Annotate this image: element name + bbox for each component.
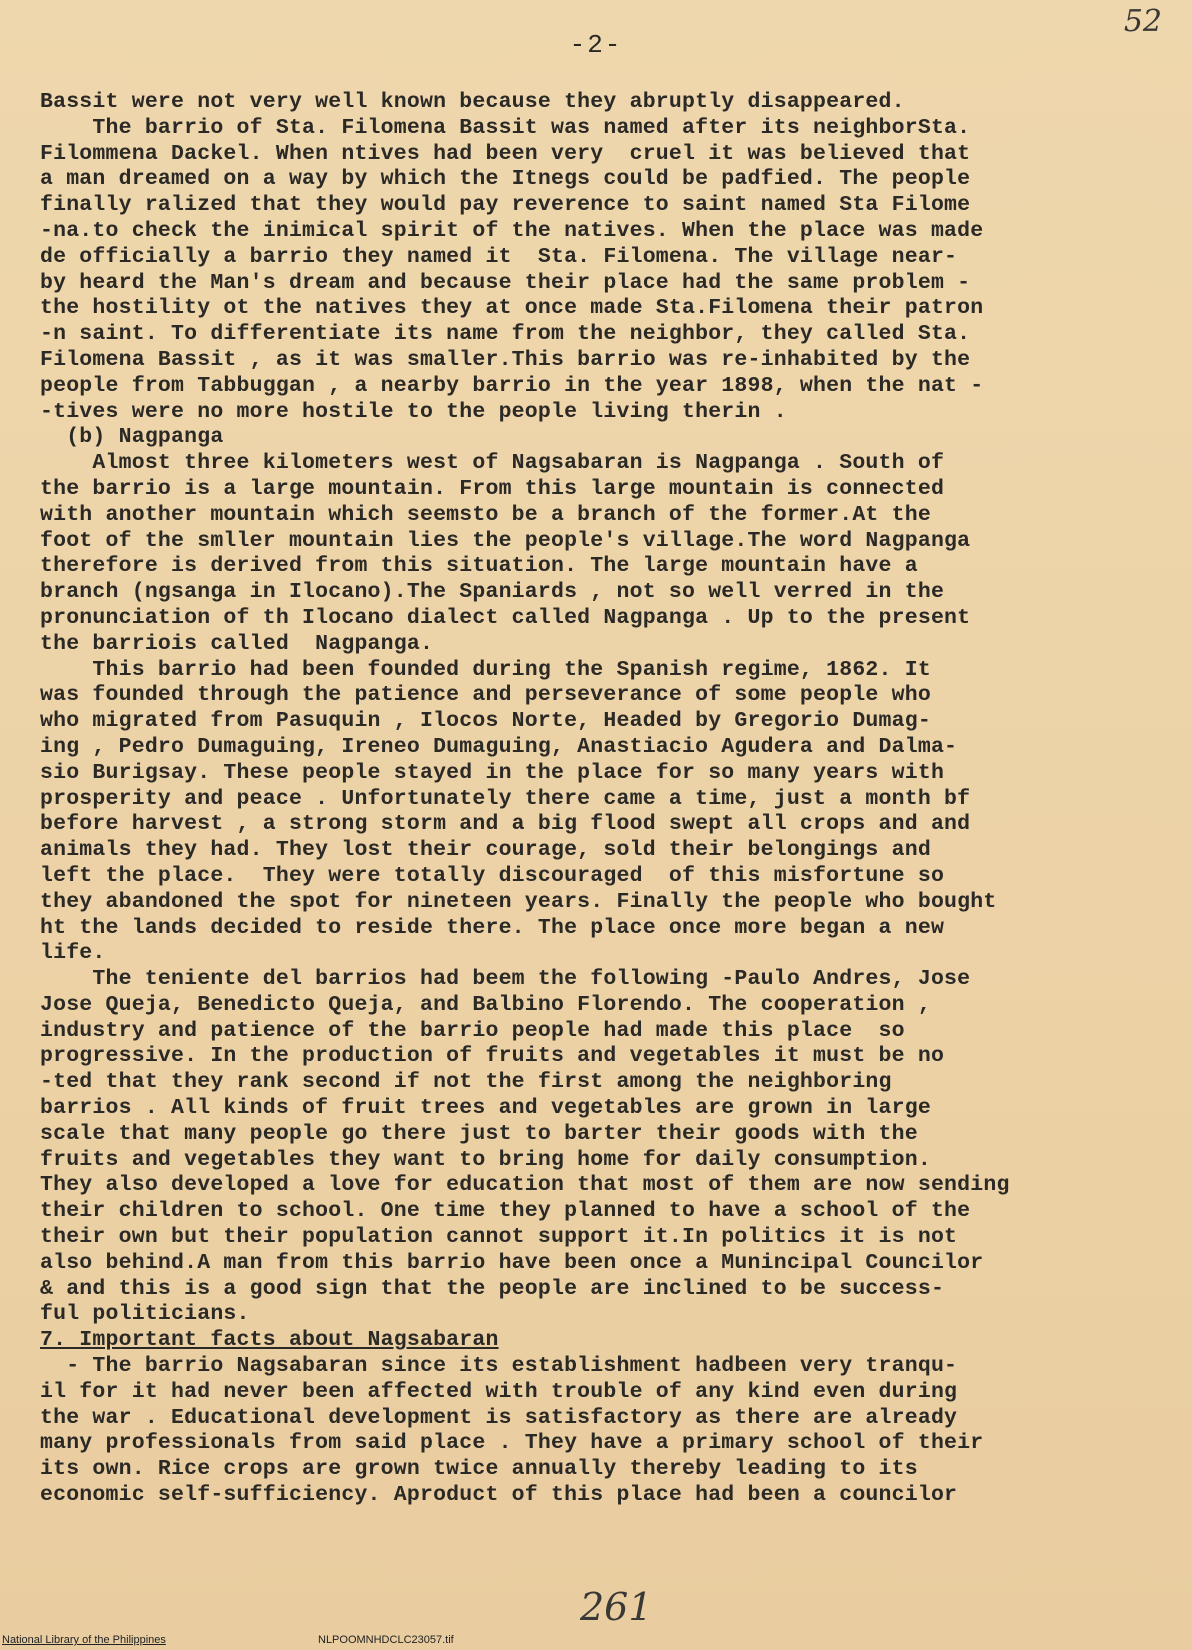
text-line: left the place. They were totally discouraged of this misfortune so bbox=[40, 863, 945, 888]
text-line: finally ralized that they would pay reverence to saint named Sta Filome bbox=[40, 193, 971, 218]
text-line: -na.to check the inimical spirit of the natives. When the place was made bbox=[40, 218, 984, 243]
text-line: Bassit were not very well known because they abruptly disappeared. bbox=[40, 90, 905, 114]
text-line: -ted that they rank second if not the first among the neighboring bbox=[40, 1070, 892, 1095]
text-line: The teniente del barrios had beem the following -Paulo Andres, Jose bbox=[40, 967, 971, 992]
text-line: industry and patience of the barrio people had made this place so bbox=[40, 1018, 905, 1043]
text-line: Filommena Dackel. When ntives had been very cruel it was believed that bbox=[40, 141, 971, 166]
text-line: their children to school. One time they planned to have a school of the bbox=[40, 1199, 971, 1224]
text-line: Almost three kilometers west of Nagsabaran is Nagpanga . South of bbox=[40, 451, 945, 476]
scan-footer bbox=[2, 1634, 1190, 1650]
text-line: they abandoned the spot for nineteen years. Finally the people who bought bbox=[40, 889, 997, 914]
text-line: with another mountain which seemsto be a branch of the former.At the bbox=[40, 502, 931, 527]
text-line: ing , Pedro Dumaguing, Ireneo Dumaguing, Anastiacio Agudera and Dalma- bbox=[40, 734, 958, 759]
text-line: also behind.A man from this barrio have been once a Munincipal Councilor bbox=[40, 1250, 984, 1275]
text-line: ful politicians. bbox=[40, 1302, 250, 1327]
text-line: branch (ngsanga in Ilocano).The Spaniards , not so well verred in the bbox=[40, 580, 945, 605]
text-line: scale that many people go there just to barter their goods with the bbox=[40, 1121, 918, 1146]
file-name: NLPOOMNHDCLC23057.tif bbox=[318, 1634, 454, 1646]
page-number: -2- bbox=[569, 30, 623, 60]
text-line: many professionals from said place . They have a primary school of their bbox=[40, 1431, 984, 1456]
text-line: 7. Important facts about Nagsabaran bbox=[40, 1328, 499, 1353]
text-line: progressive. In the production of fruits and vegetables it must be no bbox=[40, 1044, 945, 1069]
text-line: This barrio had been founded during the Spanish regime, 1862. It bbox=[40, 657, 931, 682]
text-line: prosperity and peace . Unfortunately there came a time, just a month bf bbox=[40, 786, 971, 811]
text-line: Jose Queja, Benedicto Queja, and Balbino Florendo. The cooperation , bbox=[40, 992, 931, 1017]
text-line: by heard the Man's dream and because their place had the same problem - bbox=[40, 270, 971, 295]
text-line: was founded through the patience and perseverance of some people who bbox=[40, 683, 931, 708]
text-line: the hostility ot the natives they at once made Sta.Filomena their patron bbox=[40, 296, 984, 321]
text-line: ht the lands decided to reside there. The place once more began a new bbox=[40, 915, 945, 940]
text-line: -n saint. To differentiate its name from the neighbor, they called Sta. bbox=[40, 322, 971, 347]
text-line: who migrated from Pasuquin , Ilocos Norte, Headed by Gregorio Dumag- bbox=[40, 709, 931, 734]
text-line: Filomena Bassit , as it was smaller.This barrio was re-inhabited by the bbox=[40, 347, 971, 372]
text-line: (b) Nagpanga bbox=[40, 425, 224, 450]
text-line: -tives were no more hostile to the people living therin . bbox=[40, 399, 787, 424]
text-line: fruits and vegetables they want to bring home for daily consumption. bbox=[40, 1147, 931, 1172]
text-line: its own. Rice crops are grown twice annually thereby leading to its bbox=[40, 1457, 918, 1482]
text-line: a man dreamed on a way by which the Itnegs could be padfied. The people bbox=[40, 167, 971, 192]
text-line: They also developed a love for education that most of them are now sending bbox=[40, 1173, 1010, 1198]
text-line: their own but their population cannot support it.In politics it is not bbox=[40, 1225, 958, 1250]
text-line: people from Tabbuggan , a nearby barrio in the year 1898, when the nat - bbox=[40, 373, 984, 398]
text-line: the barrio is a large mountain. From this large mountain is connected bbox=[40, 476, 945, 501]
text-line: il for it had never been affected with trouble of any kind even during bbox=[40, 1379, 958, 1404]
text-line: pronunciation of th Ilocano dialect called Nagpanga . Up to the present bbox=[40, 605, 971, 630]
text-line: foot of the smller mountain lies the people's village.The word Nagpanga bbox=[40, 528, 971, 553]
text-line: The barrio of Sta. Filomena Bassit was named after its neighborSta. bbox=[40, 115, 971, 140]
text-line: the barriois called Nagpanga. bbox=[40, 631, 434, 656]
text-line: the war . Educational development is satisfactory as there are already bbox=[40, 1405, 958, 1430]
text-line: sio Burigsay. These people stayed in the place for so many years with bbox=[40, 760, 945, 785]
text-line: before harvest , a strong storm and a big flood swept all crops and and bbox=[40, 812, 971, 837]
text-line: de officially a barrio they named it Sta. Filomena. The village near- bbox=[40, 244, 958, 269]
text-line: economic self-sufficiency. Aproduct of this place had been a councilor bbox=[40, 1483, 958, 1508]
text-line: & and this is a good sign that the people are inclined to be success- bbox=[40, 1276, 945, 1301]
library-credit: National Library of the Philippines bbox=[2, 1634, 166, 1646]
handwritten-page-number: 52 bbox=[1123, 4, 1162, 39]
text-line: therefore is derived from this situation. The large mountain have a bbox=[40, 554, 918, 579]
document-body bbox=[40, 90, 1160, 1509]
handwritten-bottom-number: 261 bbox=[580, 1585, 653, 1629]
text-line: life. bbox=[40, 941, 106, 966]
text-line: - The barrio Nagsabaran since its establishment hadbeen very tranqu- bbox=[40, 1354, 958, 1379]
text-line: animals they had. They lost their courage, sold their belongings and bbox=[40, 838, 931, 863]
text-line: barrios . All kinds of fruit trees and vegetables are grown in large bbox=[40, 1096, 931, 1121]
